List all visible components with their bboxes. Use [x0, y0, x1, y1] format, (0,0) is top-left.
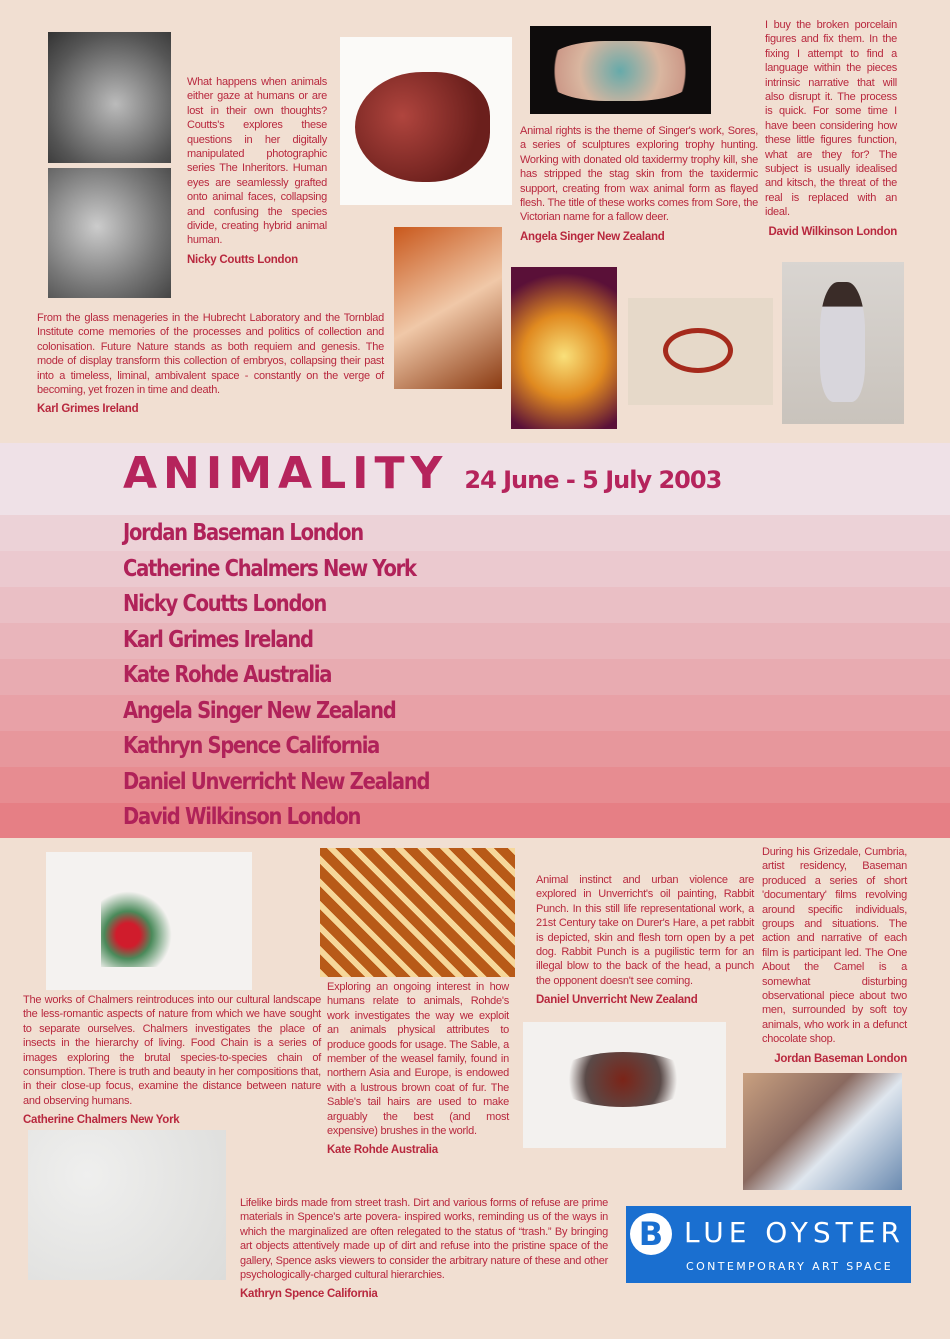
artist-name: Kate Rohde Australia — [123, 662, 332, 688]
title-row — [123, 448, 721, 499]
blurb-text: From the glass menageries in the Hubrecht Laboratory and the Tornblad Institute come memories of the processes and politics of collection and colonisation. Future Nature stands as both requiem and genesis. The mode of display transform this collection of embryos, collapsing their past into a timeless, liminal, ambivalent space - constantly on the verge of becoming, yet frozen in time and death. — [37, 312, 384, 397]
blurb-text: During his Grizedale, Cumbria, artist residency, Baseman produced a series of short 'documentary' films revolving around specific individuals, groups and situations. The action and narrative of each film is participant led. The One About the Camel is a somewhat disturbing observational piece about two men, surrounded by soft toy animals, who work in a defunct chocolate shop. — [762, 846, 907, 1046]
blurb-credit: Angela Singer New Zealand — [520, 230, 665, 243]
artist-name: Kathryn Spence California — [123, 733, 380, 759]
grimes-blurb — [37, 311, 384, 417]
blurb-text: Animal rights is the theme of Singer's work, Sores, a series of sculptures exploring trophy hunting. Working with donated old taxidermy trophy kill, she has stripped the stag skin from the taxidermic support, creating from wax animal form as flayed flesh. The title of these works comes from Sore, the Victorian name for a fallow deer. — [520, 125, 758, 224]
rabbit-shape — [553, 1052, 693, 1107]
blurb-credit: Catherine Chalmers New York — [23, 1114, 180, 1127]
logo-b-circle: B — [630, 1213, 672, 1255]
insect-shape — [101, 887, 191, 967]
baseman-blurb — [762, 845, 907, 1066]
photo-red-snake — [628, 298, 773, 405]
logo-tagline: CONTEMPORARY ART SPACE — [686, 1260, 894, 1273]
artist-name: Jordan Baseman London — [123, 520, 363, 546]
photo-civet-human-eyes — [48, 32, 171, 163]
spence-blurb — [240, 1196, 608, 1302]
blurb-text: Lifelike birds made from street trash. Dirt and various forms of refuse are prime materials in Spence's arte povera- inspired works, reminding us of the ways in which the marginalized are often relegated to the status of “trash.” By bringing art objects attentively made up of dirt and refuse into the pristine space of the gallery, Spence asks viewers to consider the arbitrary nature of these and other psychologically-charged cultural hierarchies. — [240, 1197, 608, 1282]
artist-name: David Wilkinson London — [123, 804, 361, 830]
chalmers-blurb — [23, 993, 321, 1128]
blurb-text: Exploring an ongoing interest in how humans relate to animals, Rohde's work investigates the way we exploit an animals physical attributes to produce goods for usage. The Sable, a member of the weasel family, found in northern Asia and Europe, is endowed with a lustrous brown coat of fur. The Sable's tail hairs are used to make arguably the best (and most expensive) brushes in the world. — [327, 981, 509, 1138]
blue-oyster-logo — [626, 1206, 911, 1283]
photo-embryo-glass — [394, 227, 502, 389]
artist-name: Angela Singer New Zealand — [123, 698, 396, 724]
porcelain-shape — [545, 41, 695, 101]
photo-insect-food-chain — [46, 852, 252, 990]
photo-porcelain-girl — [782, 262, 904, 424]
singer-blurb — [520, 124, 758, 244]
blurb-credit: Nicky Coutts London — [187, 253, 298, 266]
artist-name: Nicky Coutts London — [123, 591, 326, 617]
blurb-credit: Jordan Baseman London — [774, 1052, 907, 1065]
snake-shape — [663, 328, 733, 373]
photo-llama-human-eyes — [48, 168, 171, 298]
logo-name: LUE OYSTER — [684, 1216, 905, 1249]
artist-name: Daniel Unverricht New Zealand — [123, 769, 430, 795]
photo-trash-birds — [28, 1130, 226, 1280]
exhibition-dates: 24 June - 5 July 2003 — [464, 466, 722, 494]
blurb-credit: Kathryn Spence California — [240, 1288, 378, 1301]
stag-head-shape — [355, 72, 490, 182]
blurb-text: What happens when animals either gaze at humans or are lost in their own thoughts? Coutts's explores these questions in her digitally manipulated photographic series The Inheritors. Human eyes are seamlessly grafted onto animal faces, collapsing and confusing the species divide, creating hybrid animal human. — [187, 76, 327, 247]
exhibition-title: ANIMALITY — [123, 448, 449, 499]
blurb-credit: Daniel Unverricht New Zealand — [536, 994, 698, 1007]
rohde-blurb — [327, 980, 509, 1158]
blurb-credit: David Wilkinson London — [768, 225, 897, 238]
photo-chocolate-shop — [743, 1073, 902, 1190]
photo-porcelain-figure — [530, 26, 711, 114]
blurb-credit: Karl Grimes Ireland — [37, 403, 139, 416]
photo-sable-mesh — [320, 848, 515, 977]
coutts-blurb — [187, 75, 327, 267]
wilkinson-blurb — [765, 18, 897, 239]
photo-rabbit-punch — [523, 1022, 726, 1148]
blurb-text: Animal instinct and urban violence are explored in Unverricht's oil painting, Rabbit Punch. In this still life representational work, a 21st Century take on Durer's Hare, a pet rabbit is depicted, skin and flesh torn open by a pet dog. Rabbit Punch is a pugilistic term for an illegal blow to the back of the head, a punch the opponent doesn't see coming. — [536, 874, 754, 987]
blurb-text: The works of Chalmers reintroduces into our cultural landscape the less-romantic aspects of nature from which we have sought to separate ourselves. Chalmers investigates the place of insects in the hierarchy of living. Food Chain is a series of images exploring the brutal species-to-species chain of consumption. There is truth and beauty in her compositions that, in their close-up focus, examine the distance between nature and observing humans. — [23, 994, 321, 1107]
artist-name: Karl Grimes Ireland — [123, 627, 313, 653]
photo-embryo-jar — [511, 267, 617, 429]
unverricht-blurb — [536, 873, 754, 1008]
blurb-text: I buy the broken porcelain figures and fix them. In the fixing I attempt to find a language within the pieces intrinsic narrative that will also disrupt it. The process is quick. For some time I have been considering how these little figures function, what are they for? The subject is usually idealised and kitsch, the threat of the real is replaced with an ideal. — [765, 19, 897, 219]
blurb-credit: Kate Rohde Australia — [327, 1144, 438, 1157]
girl-figure-shape — [820, 282, 865, 402]
artist-name: Catherine Chalmers New York — [123, 556, 416, 582]
photo-flayed-stag-head — [340, 37, 512, 205]
